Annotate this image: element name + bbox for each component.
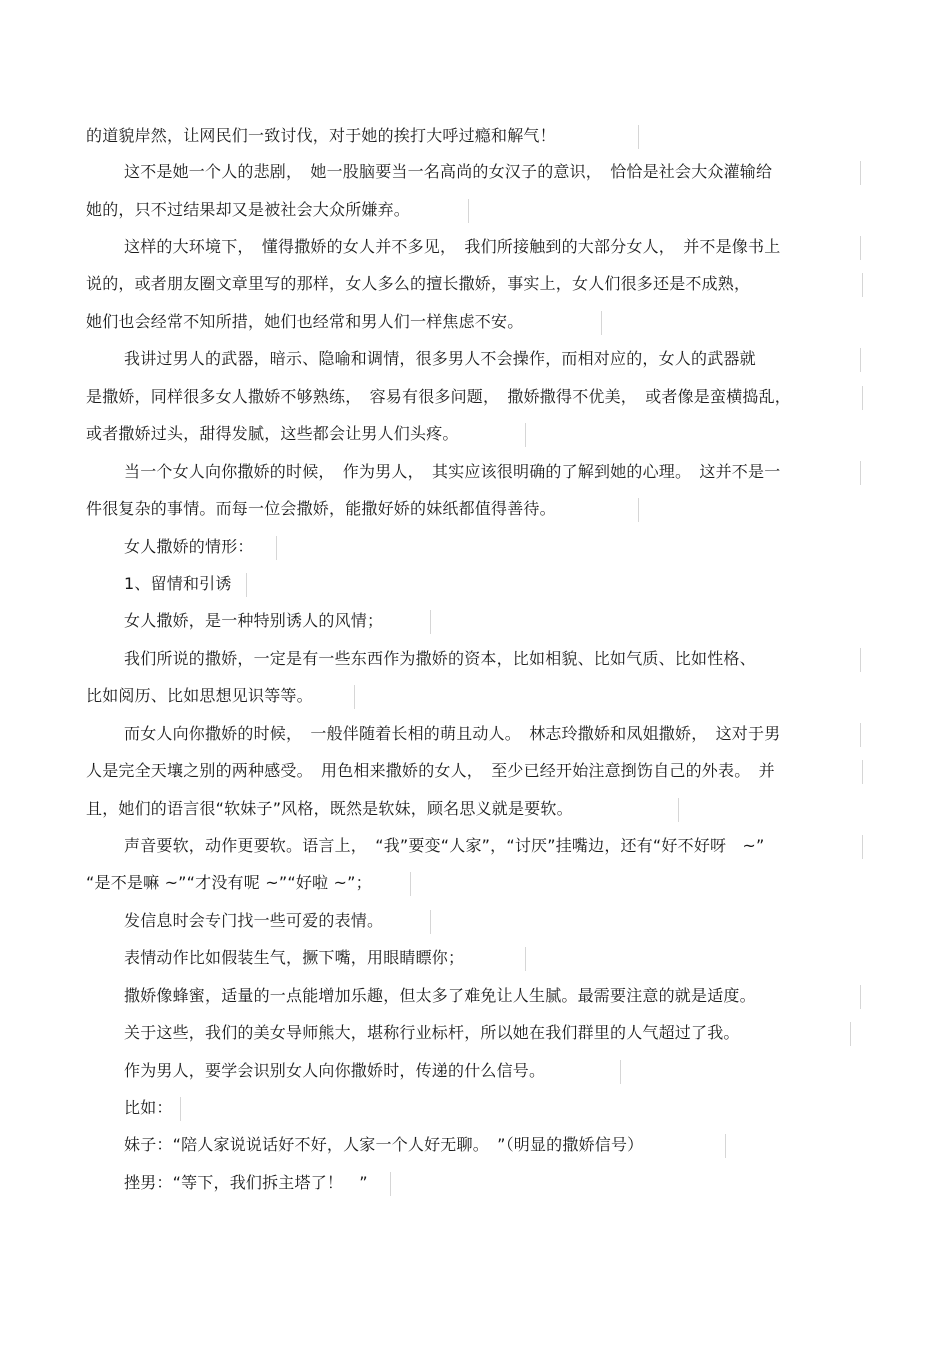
line-end-marker — [246, 573, 247, 597]
text-line: 是撒娇，同样很多女人撒娇不够熟练， 容易有很多问题， 撒娇撒得不优美， 或者像是蛮横捣乱， — [86, 387, 792, 406]
text-line: 她的，只不过结果却又是被社会大众所嫌弃。 — [86, 200, 411, 219]
line-end-marker — [276, 536, 277, 560]
text-line: 比如阅历、比如思想见识等等。 — [86, 686, 313, 705]
line-end-marker — [430, 610, 431, 634]
text-line: 表情动作比如假装生气，撅下嘴，用眼睛瞟你； — [124, 948, 465, 967]
text-line: 而女人向你撒娇的时候， 一般伴随着长相的萌且动人。 林志玲撒娇和凤姐撒娇， 这对于男 — [124, 724, 781, 743]
line-end-marker — [354, 685, 355, 709]
line-end-marker — [390, 1172, 391, 1196]
text-line: 撒娇像蜂蜜，适量的一点能增加乐趣，但太多了难免让人生腻。最需要注意的就是适度。 — [124, 986, 756, 1005]
text-line: 这样的大环境下， 懂得撒娇的女人并不多见， 我们所接触到的大部分女人， 并不是像书上 — [124, 237, 781, 256]
text-line: 件很复杂的事情。而每一位会撒娇，能撒好娇的妹纸都值得善待。 — [86, 499, 556, 518]
line-end-marker — [525, 423, 526, 447]
line-end-marker — [860, 236, 861, 260]
text-line: 1、留情和引诱 — [124, 574, 232, 593]
text-line: 或者撒娇过头，甜得发腻，这些都会让男人们头疼。 — [86, 424, 459, 443]
text-line: 关于这些，我们的美女导师熊大，堪称行业标杆，所以她在我们群里的人气超过了我。 — [124, 1023, 740, 1042]
line-end-marker — [678, 798, 679, 822]
text-line: 的道貌岸然，让网民们一致讨伐，对于她的挨打大呼过瘾和解气！ — [86, 126, 556, 145]
text-line: 声音要软，动作更要软。语言上， “我”要变“人家”，“讨厌”挂嘴边，还有“好不好呀 ~” — [124, 836, 765, 855]
line-end-marker — [862, 760, 863, 784]
line-end-marker — [860, 348, 861, 372]
text-line: 女人撒娇的情形： — [124, 537, 254, 556]
text-line: 她们也会经常不知所措，她们也经常和男人们一样焦虑不安。 — [86, 312, 524, 331]
text-line: 我讲过男人的武器，暗示、隐喻和调情，很多男人不会操作，而相对应的，女人的武器就 — [124, 349, 756, 368]
line-end-marker — [860, 648, 861, 672]
text-line: 且，她们的语言很“软妹子”风格，既然是软妹，顾名思义就是要软。 — [86, 799, 573, 818]
text-line: “是不是嘛 ~”“才没有呢 ~”“好啦 ~”； — [86, 873, 372, 892]
line-end-marker — [410, 872, 411, 896]
text-line: 女人撒娇，是一种特别诱人的风情； — [124, 611, 384, 630]
line-end-marker — [601, 311, 602, 335]
text-line: 这不是她一个人的悲剧， 她一股脑要当一名高尚的女汉子的意识， 恰恰是社会大众灌输给 — [124, 162, 773, 181]
line-end-marker — [862, 273, 863, 297]
line-end-marker — [620, 1060, 621, 1084]
line-end-marker — [638, 498, 639, 522]
line-end-marker — [860, 985, 861, 1009]
text-line: 当一个女人向你撒娇的时候， 作为男人， 其实应该很明确的了解到她的心理。 这并不是一 — [124, 462, 781, 481]
line-end-marker — [860, 461, 861, 485]
text-line: 作为男人，要学会识别女人向你撒娇时，传递的什么信号。 — [124, 1061, 546, 1080]
line-end-marker — [862, 835, 863, 859]
line-end-marker — [860, 723, 861, 747]
text-line: 比如： — [124, 1098, 173, 1117]
line-end-marker — [725, 1134, 726, 1158]
text-line: 妹子：“陪人家说说话好不好，人家一个人好无聊。 ”（明显的撒娇信号） — [124, 1135, 644, 1154]
line-end-marker — [638, 125, 639, 149]
text-line: 挫男：“等下，我们拆主塔了！ ” — [124, 1173, 368, 1192]
line-end-marker — [860, 161, 861, 185]
line-end-marker — [525, 947, 526, 971]
text-line: 我们所说的撒娇，一定是有一些东西作为撒娇的资本，比如相貌、比如气质、比如性格、 — [124, 649, 756, 668]
line-end-marker — [180, 1097, 181, 1121]
line-end-marker — [850, 1022, 851, 1046]
text-line: 人是完全天壤之别的两种感受。 用色相来撒娇的女人， 至少已经开始注意捯饬自己的外表。 并 — [86, 761, 775, 780]
text-line: 发信息时会专门找一些可爱的表情。 — [124, 911, 384, 930]
line-end-marker — [430, 910, 431, 934]
line-end-marker — [862, 386, 863, 410]
line-end-marker — [468, 199, 469, 223]
text-line: 说的，或者朋友圈文章里写的那样，女人多么的擅长撒娇，事实上，女人们很多还是不成熟， — [86, 274, 751, 293]
